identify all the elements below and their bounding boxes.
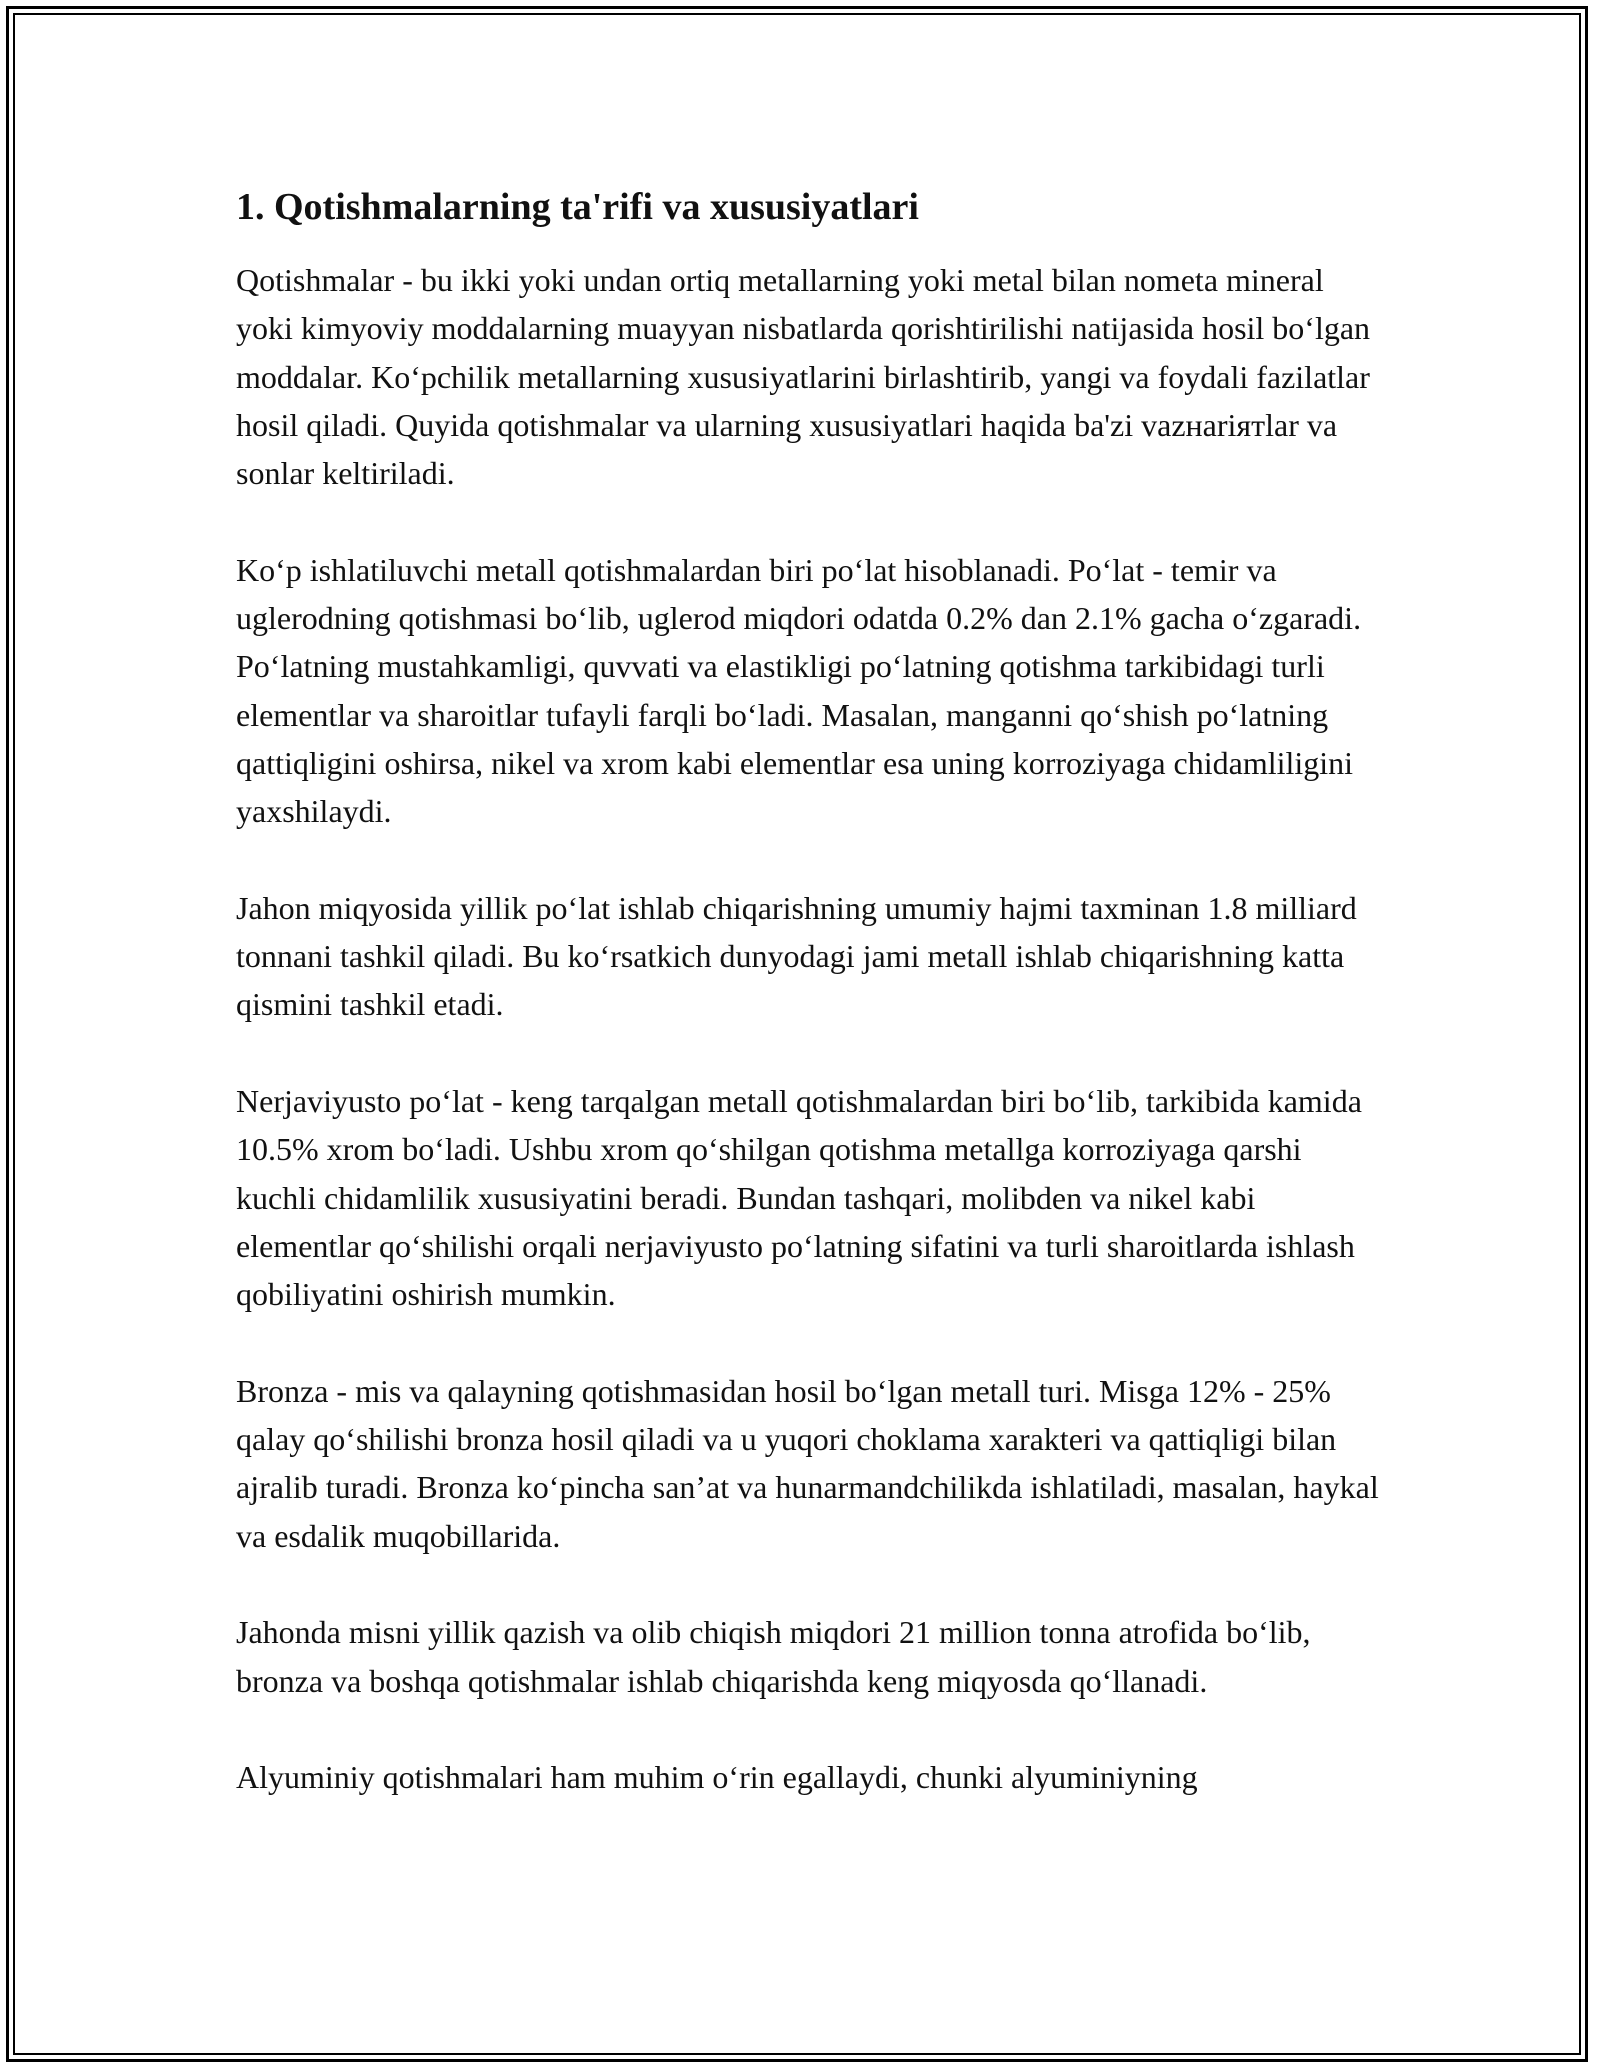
paragraph-steel-production: Jahon miqyosida yillik po‘lat ishlab chiqarishning umumiy hajmi taxminan 1.8 milliard tonnani tashkil qiladi. Bu ko‘rsatkich dunyodagi jami metall ishlab chiqarishning katta qismini tashkil etadi. — [236, 889, 1357, 1023]
paragraph-copper-mining: Jahonda misni yillik qazish va olib chiqish miqdori 21 million tonna atrofida bo‘lib, bronza va boshqa qotishmalar ishlab chiqarishda keng miqyosda qo‘llanadi. — [236, 1614, 1311, 1699]
paragraph-definition: Qotishmalar - bu ikki yoki undan ortiq metallarning yoki metal bilan nometa mineral yoki kimyoviy moddalarning muayyan nisbatlarda qorishtirilishi natijasida hosil bo‘lgan moddalar. Ko‘pchilik metallarning xususiyatlarini birlashtirib, yangi va foydali fazilatlar hosil qiladi. Quyida qotishmalar va ularning xususiyatlari haqida ba'zi vazнariятlar va sonlar keltiriladi. — [236, 262, 1371, 492]
paragraph-steel: Ko‘p ishlatiluvchi metall qotishmalardan biri po‘lat hisoblanadi. Po‘lat - temir va uglerodning qotishmasi bo‘lib, uglerod miqdori odatda 0.2% dan 2.1% gacha o‘zgaradi. Po‘latning mustahkamligi, quvvati va elastikligi po‘latning qotishma tarkibidagi turli elementlar va sharoitlar tufayli farqli bo‘ladi. Masalan, manganni qo‘shish po‘latning qattiqligini oshirsa, nikel va xrom kabi elementlar esa uning korroziyaga chidamliligini yaxshilaydi. — [236, 551, 1362, 830]
document-body — [236, 184, 1386, 1850]
paragraph-stainless-steel: Nerjaviyusto po‘lat - keng tarqalgan metall qotishmalardan biri bo‘lib, tarkibida kamida 10.5% xrom bo‘ladi. Ushbu xrom qo‘shilgan qotishma metallga korroziyaga qarshi kuchli chidamlilik xususiyatini beradi. Bundan tashqari, molibden va nikel kabi elementlar qo‘shilishi orqali nerjaviyusto po‘latning sifatini va turli sharoitlarda ishlash qobiliyatini oshirish mumkin. — [236, 1083, 1362, 1313]
paragraph-aluminium: Alyuminiy qotishmalari ham muhim o‘rin egallaydi, chunki alyuminiyning — [236, 1759, 1198, 1796]
section-heading: 1. Qotishmalarning ta'rifi va xususiyatlari — [236, 186, 919, 228]
paragraph-bronze: Bronza - mis va qalayning qotishmasidan hosil bo‘lgan metall turi. Misga 12% - 25% qalay qo‘shilishi bronza hosil qiladi va u yuqori choklama xarakteri va qattiqligi bilan ajralib turadi. Bronza ko‘pincha san’at va hunarmandchilikda ishlatiladi, masalan, haykal va esdalik muqobillarida. — [236, 1372, 1379, 1554]
